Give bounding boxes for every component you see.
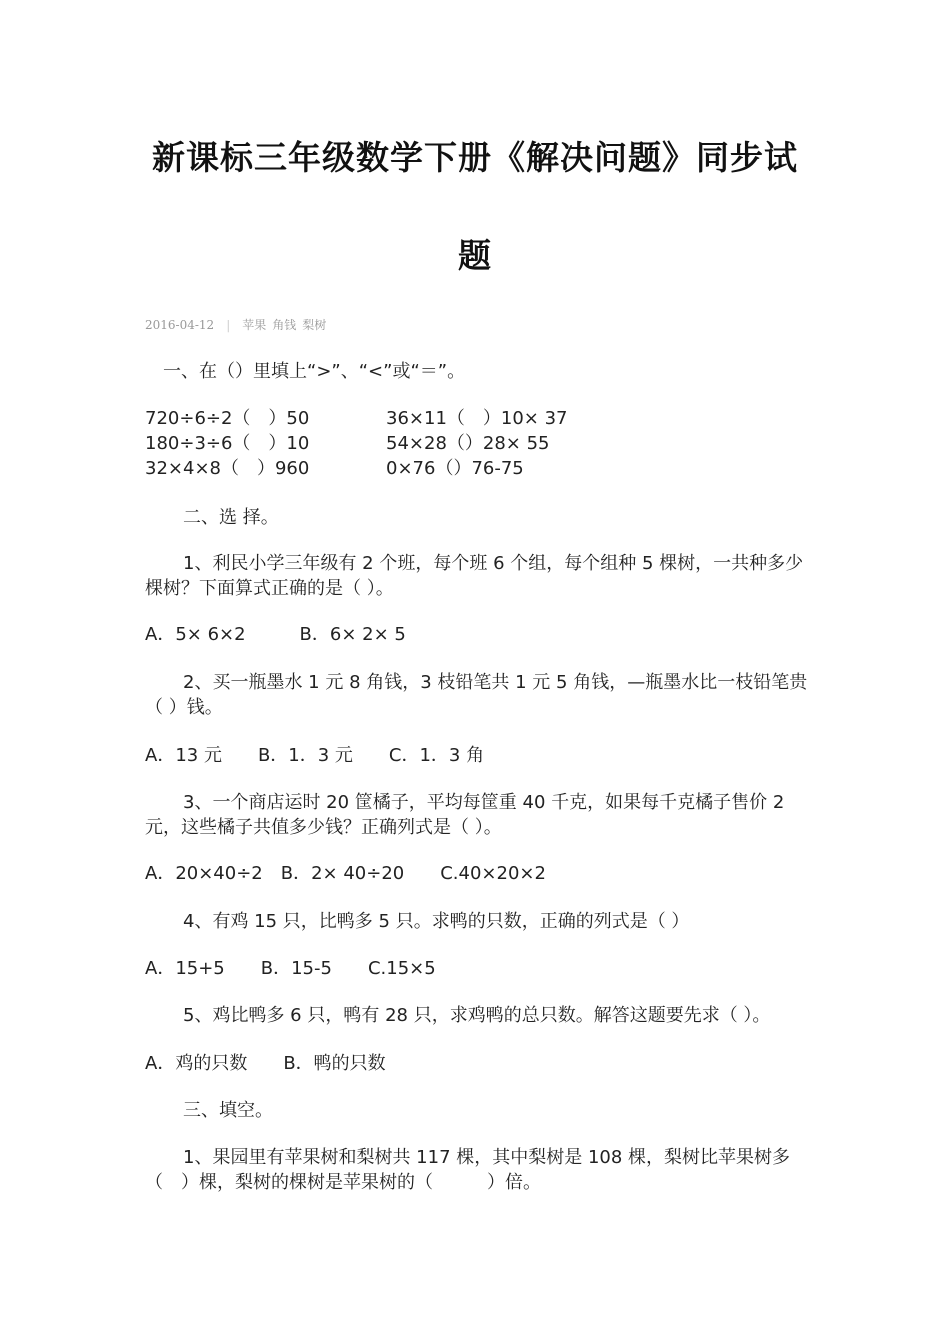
compare-row-3-right: 0×76（）76-75 xyxy=(386,458,524,479)
document-title-line-1: 新课标三年级数学下册《解决问题》同步试 xyxy=(152,138,798,177)
question-2-4-options: A．15+5 B．15-5 C.15×5 xyxy=(145,958,436,979)
compare-row-2-left: 180÷3÷6（ ）10 xyxy=(145,433,310,454)
article-meta xyxy=(145,316,332,333)
question-2-2-options: A．13 元 B．1．3 元 C．1．3 角 xyxy=(145,745,485,766)
meta-separator: | xyxy=(226,318,231,332)
tag-link[interactable]: 角钱 xyxy=(272,318,297,332)
question-2-3: 3、一个商店运时 20 筐橘子，平均每筐重 40 千克，如果每千克橘子售价 2 元，这些橘子共值多少钱？正确列式是（ ）。 xyxy=(145,792,785,838)
question-2-1: 1、利民小学三年级有 2 个班，每个班 6 个组，每个组种 5 棵树，一共种多少棵树？下面算式正确的是（ ）。 xyxy=(145,553,804,599)
compare-row-1-left: 720÷6÷2（ ）50 xyxy=(145,408,310,429)
question-2-4: 4、有鸡 15 只，比鸭多 5 只。求鸭的只数，正确的列式是（ ） xyxy=(183,911,690,932)
question-3-1: 1、果园里有苹果树和梨树共 117 棵，其中梨树是 108 棵，梨树比苹果树多（ ）棵，梨树的棵树是苹果树的（ ）倍。 xyxy=(145,1147,791,1193)
question-2-5-options: A．鸡的只数 B．鸭的只数 xyxy=(145,1053,386,1074)
question-2-2: 2、买一瓶墨水 1 元 8 角钱，3 枝铅笔共 1 元 5 角钱，—瓶墨水比一枝铅笔贵（ ）钱。 xyxy=(145,672,808,718)
document-title-line-2: 题 xyxy=(458,236,492,275)
compare-row-3-left: 32×4×8（ ）960 xyxy=(145,458,310,479)
question-2-3-options: A．20×40÷2 B．2× 40÷20 C.40×20×2 xyxy=(145,863,546,884)
question-2-5: 5、鸡比鸭多 6 只，鸭有 28 只，求鸡鸭的总只数。解答这题要先求（ ）。 xyxy=(183,1005,771,1026)
tag-link[interactable]: 苹果 xyxy=(242,318,267,332)
tag-link[interactable]: 梨树 xyxy=(302,318,327,332)
question-2-1-options: A．5× 6×2 B．6× 2× 5 xyxy=(145,624,406,645)
compare-row-1-right: 36×11（ ）10× 37 xyxy=(386,408,568,429)
compare-row-2-right: 54×28（）28× 55 xyxy=(386,433,550,454)
publish-date: 2016-04-12 xyxy=(145,318,215,332)
section-2-heading: 二、选 择。 xyxy=(183,507,279,528)
section-3-heading: 三、填空。 xyxy=(183,1100,273,1121)
section-1-heading: 一、在（）里填上“>”、“<”或“＝”。 xyxy=(163,361,466,382)
